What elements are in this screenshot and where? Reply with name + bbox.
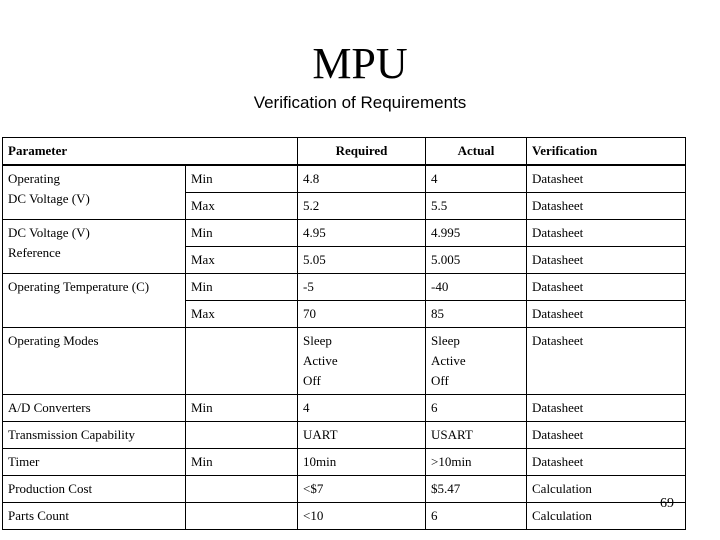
slide-subtitle: Verification of Requirements xyxy=(253,93,467,112)
parameter-line: DC Voltage (V) xyxy=(8,225,90,240)
cell-required-line: Sleep xyxy=(303,333,332,348)
cell-verification: Datasheet xyxy=(527,247,686,274)
cell-parameter xyxy=(3,395,186,422)
cell-limit: Min xyxy=(186,165,298,193)
slide-title: MPU xyxy=(312,39,408,88)
cell-limit: Max xyxy=(186,301,298,328)
cell-verification: Datasheet xyxy=(527,395,686,422)
cell-parameter xyxy=(3,476,186,503)
cell-actual-line: Sleep xyxy=(431,333,460,348)
cell-actual-line: $5.47 xyxy=(431,481,461,496)
cell-verification: Datasheet xyxy=(527,274,686,301)
cell-required-line: 4.95 xyxy=(303,225,326,240)
table-row xyxy=(3,503,686,530)
header-parameter: Parameter xyxy=(3,138,186,166)
cell-actual-line: USART xyxy=(431,427,473,442)
parameter-line: Operating Temperature (C) xyxy=(8,279,150,294)
cell-required xyxy=(298,165,426,193)
cell-verification: Datasheet xyxy=(527,301,686,328)
cell-limit xyxy=(186,476,298,503)
cell-verification: Datasheet xyxy=(527,449,686,476)
parameter-line: Reference xyxy=(8,245,61,260)
cell-required xyxy=(298,422,426,449)
parameter-line: A/D Converters xyxy=(8,400,91,415)
cell-required-line: -5 xyxy=(303,279,314,294)
cell-required-line: 4 xyxy=(303,400,310,415)
header-verification: Verification xyxy=(527,138,686,166)
cell-required-line: 10min xyxy=(303,454,337,469)
cell-parameter xyxy=(3,503,186,530)
cell-actual-line: Off xyxy=(431,373,449,388)
cell-verification: Datasheet xyxy=(527,328,686,395)
cell-actual xyxy=(426,301,527,328)
cell-required-line: <$7 xyxy=(303,481,324,496)
cell-limit: Max xyxy=(186,247,298,274)
cell-actual-line: 5.005 xyxy=(431,252,461,267)
cell-actual-line: >10min xyxy=(431,454,472,469)
cell-actual xyxy=(426,476,527,503)
cell-actual xyxy=(426,274,527,301)
cell-actual xyxy=(426,220,527,247)
cell-required xyxy=(298,247,426,274)
cell-actual-line: 5.5 xyxy=(431,198,448,213)
cell-parameter xyxy=(3,220,186,274)
parameter-line: DC Voltage (V) xyxy=(8,191,90,206)
cell-required xyxy=(298,193,426,220)
table-row xyxy=(3,449,686,476)
page-number: 69 xyxy=(660,496,674,511)
parameter-line: Timer xyxy=(8,454,40,469)
cell-verification: Datasheet xyxy=(527,193,686,220)
cell-required xyxy=(298,476,426,503)
cell-limit: Min xyxy=(186,395,298,422)
cell-required xyxy=(298,301,426,328)
cell-required-line: 5.2 xyxy=(303,198,320,213)
cell-required xyxy=(298,220,426,247)
cell-actual-line: 85 xyxy=(431,306,444,321)
header-actual: Actual xyxy=(426,138,527,166)
cell-actual xyxy=(426,449,527,476)
parameter-line: Operating Modes xyxy=(8,333,99,348)
cell-actual xyxy=(426,193,527,220)
cell-verification: Datasheet xyxy=(527,422,686,449)
cell-parameter xyxy=(3,328,186,395)
cell-actual xyxy=(426,503,527,530)
cell-required-line: 70 xyxy=(303,306,316,321)
cell-limit: Min xyxy=(186,274,298,301)
cell-actual-line: 4 xyxy=(431,171,438,186)
cell-parameter xyxy=(3,422,186,449)
cell-required-line: <10 xyxy=(303,508,324,523)
parameter-line: Parts Count xyxy=(8,508,70,523)
cell-required-line: Active xyxy=(303,353,338,368)
cell-actual xyxy=(426,328,527,395)
cell-actual-line: 6 xyxy=(431,400,438,415)
header-limit xyxy=(186,138,298,166)
table-row xyxy=(3,274,686,301)
cell-required-line: 5.05 xyxy=(303,252,326,267)
cell-required xyxy=(298,395,426,422)
cell-required xyxy=(298,274,426,301)
cell-verification: Calculation xyxy=(527,503,686,530)
cell-required-line: 4.8 xyxy=(303,171,320,186)
cell-verification: Datasheet xyxy=(527,165,686,193)
table-row xyxy=(3,476,686,503)
cell-actual-line: 6 xyxy=(431,508,438,523)
cell-limit xyxy=(186,328,298,395)
cell-limit: Max xyxy=(186,193,298,220)
cell-limit xyxy=(186,503,298,530)
table-body xyxy=(3,165,686,530)
cell-actual xyxy=(426,395,527,422)
cell-actual xyxy=(426,165,527,193)
cell-required xyxy=(298,503,426,530)
cell-limit: Min xyxy=(186,449,298,476)
cell-actual-line: Active xyxy=(431,353,466,368)
header-required: Required xyxy=(298,138,426,166)
cell-actual xyxy=(426,247,527,274)
table-row xyxy=(3,395,686,422)
cell-actual-line: 4.995 xyxy=(431,225,461,240)
table-row xyxy=(3,165,686,193)
cell-actual xyxy=(426,422,527,449)
cell-verification: Calculation xyxy=(527,476,686,503)
parameter-line: Production Cost xyxy=(8,481,93,496)
requirements-table xyxy=(2,137,686,530)
table-header-row xyxy=(3,138,686,166)
table-row xyxy=(3,422,686,449)
cell-limit xyxy=(186,422,298,449)
cell-limit: Min xyxy=(186,220,298,247)
parameter-line: Transmission Capability xyxy=(8,427,136,442)
cell-parameter xyxy=(3,449,186,476)
cell-required-line: UART xyxy=(303,427,338,442)
table-row xyxy=(3,220,686,247)
parameter-line: Operating xyxy=(8,171,60,186)
cell-required xyxy=(298,449,426,476)
cell-required xyxy=(298,328,426,395)
cell-verification: Datasheet xyxy=(527,220,686,247)
cell-parameter xyxy=(3,165,186,220)
cell-required-line: Off xyxy=(303,373,321,388)
cell-actual-line: -40 xyxy=(431,279,449,294)
cell-parameter xyxy=(3,274,186,328)
table-row xyxy=(3,328,686,395)
